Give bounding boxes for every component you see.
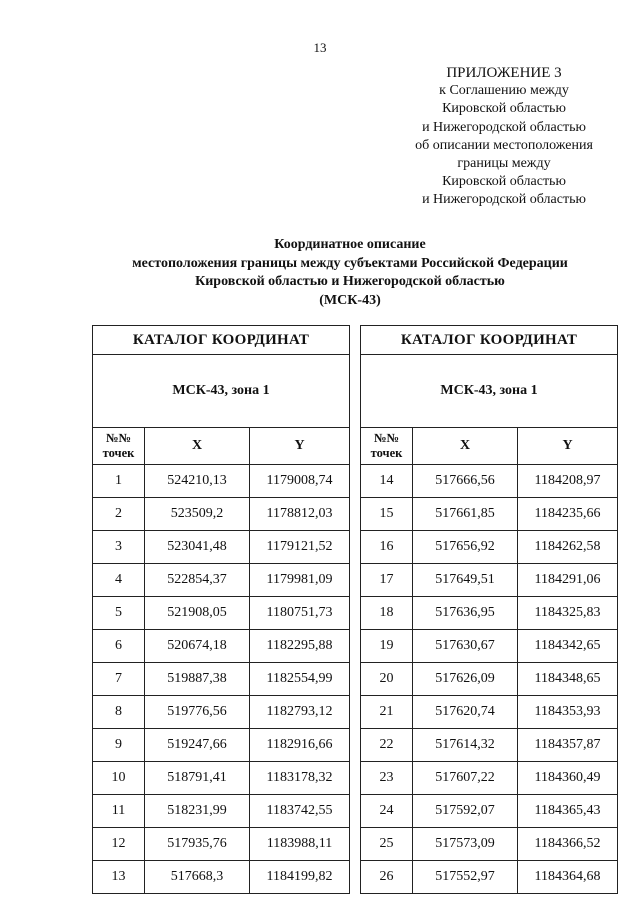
title-line: Кировской областью и Нижегородской областью [195,274,505,289]
table-row [93,696,350,729]
point-number-cell: 4 [93,564,145,597]
y-coordinate-cell: 1183742,55 [250,795,350,828]
table-row [93,597,350,630]
table-row [361,564,618,597]
y-coordinate-cell: 1184360,49 [518,762,618,795]
table-row [93,729,350,762]
y-coordinate-cell: 1184291,06 [518,564,618,597]
x-coordinate-cell: 523509,2 [145,498,250,531]
y-coordinate-cell: 1183988,11 [250,828,350,861]
table-row [361,696,618,729]
catalog-zone: МСК-43, зона 1 [93,355,350,428]
x-coordinate-cell: 517592,07 [413,795,518,828]
x-coordinate-cell: 517614,32 [413,729,518,762]
catalog-caption: КАТАЛОГ КООРДИНАТ [361,326,618,355]
y-coordinate-cell: 1184325,83 [518,597,618,630]
y-coordinate-cell: 1184262,58 [518,531,618,564]
column-header-x: X [145,428,250,465]
appendix-line: Кировской областью [442,174,566,190]
y-coordinate-cell: 1184364,68 [518,861,618,894]
column-header-y: Y [518,428,618,465]
point-number-cell: 3 [93,531,145,564]
title-line: Координатное описание [274,237,426,252]
appendix-header [388,64,620,210]
appendix-line: и Нижегородской областью [422,192,586,208]
catalog-zone: МСК-43, зона 1 [361,355,618,428]
point-number-cell: 12 [93,828,145,861]
point-number-cell: 6 [93,630,145,663]
y-coordinate-cell: 1183178,32 [250,762,350,795]
table-row [361,729,618,762]
title-line: (МСК-43) [319,292,381,308]
x-coordinate-cell: 518791,41 [145,762,250,795]
document-title [60,236,640,310]
x-coordinate-cell: 521908,05 [145,597,250,630]
point-number-cell: 18 [361,597,413,630]
y-coordinate-cell: 1178812,03 [250,498,350,531]
x-coordinate-cell: 522854,37 [145,564,250,597]
x-coordinate-cell: 519776,56 [145,696,250,729]
x-coordinate-cell: 517666,56 [413,465,518,498]
x-coordinate-cell: 517607,22 [413,762,518,795]
x-coordinate-cell: 517668,3 [145,861,250,894]
point-number-cell: 2 [93,498,145,531]
column-header-point-number: №№ точек [361,428,413,465]
table-row [93,828,350,861]
point-number-cell: 9 [93,729,145,762]
point-number-cell: 11 [93,795,145,828]
y-coordinate-cell: 1184365,43 [518,795,618,828]
x-coordinate-cell: 517630,67 [413,630,518,663]
table-row [361,630,618,663]
point-number-cell: 24 [361,795,413,828]
point-number-cell: 21 [361,696,413,729]
x-coordinate-cell: 517626,09 [413,663,518,696]
table-row [361,531,618,564]
y-coordinate-cell: 1180751,73 [250,597,350,630]
appendix-line: об описании местоположения [415,137,593,153]
table-row [361,663,618,696]
x-coordinate-cell: 517935,76 [145,828,250,861]
table-row [93,795,350,828]
point-number-cell: 14 [361,465,413,498]
y-coordinate-cell: 1184348,65 [518,663,618,696]
table-row [93,762,350,795]
x-coordinate-cell: 517636,95 [413,597,518,630]
y-coordinate-cell: 1182916,66 [250,729,350,762]
table-row [361,828,618,861]
appendix-line: и Нижегородской областью [422,119,586,135]
table-row [93,531,350,564]
appendix-line: к Соглашению между [439,83,569,99]
y-coordinate-cell: 1184366,52 [518,828,618,861]
point-number-cell: 22 [361,729,413,762]
x-coordinate-cell: 518231,99 [145,795,250,828]
point-number-cell: 17 [361,564,413,597]
table-row [93,861,350,894]
y-coordinate-cell: 1182295,88 [250,630,350,663]
y-coordinate-cell: 1184199,82 [250,861,350,894]
x-coordinate-cell: 517552,97 [413,861,518,894]
table-row [361,465,618,498]
appendix-line: Кировской областью [442,101,566,117]
appendix-line: границы между [457,156,551,172]
y-coordinate-cell: 1184357,87 [518,729,618,762]
column-header-y: Y [250,428,350,465]
y-coordinate-cell: 1184342,65 [518,630,618,663]
point-number-cell: 8 [93,696,145,729]
table-row [93,630,350,663]
page-number: 13 [313,40,327,55]
table-row [361,597,618,630]
point-number-cell: 26 [361,861,413,894]
y-coordinate-cell: 1182554,99 [250,663,350,696]
table-row [361,762,618,795]
y-coordinate-cell: 1179008,74 [250,465,350,498]
point-number-cell: 13 [93,861,145,894]
x-coordinate-cell: 517620,74 [413,696,518,729]
y-coordinate-cell: 1182793,12 [250,696,350,729]
x-coordinate-cell: 517656,92 [413,531,518,564]
y-coordinate-cell: 1179121,52 [250,531,350,564]
point-number-cell: 10 [93,762,145,795]
table-row [361,861,618,894]
point-number-cell: 7 [93,663,145,696]
point-number-cell: 15 [361,498,413,531]
y-coordinate-cell: 1179981,09 [250,564,350,597]
point-number-cell: 1 [93,465,145,498]
appendix-label: ПРИЛОЖЕНИЕ 3 [446,65,562,81]
y-coordinate-cell: 1184208,97 [518,465,618,498]
column-header-x: X [413,428,518,465]
x-coordinate-cell: 519887,38 [145,663,250,696]
y-coordinate-cell: 1184235,66 [518,498,618,531]
x-coordinate-cell: 517649,51 [413,564,518,597]
table-row [93,465,350,498]
x-coordinate-cell: 520674,18 [145,630,250,663]
x-coordinate-cell: 517573,09 [413,828,518,861]
point-number-cell: 5 [93,597,145,630]
point-number-cell: 20 [361,663,413,696]
point-number-cell: 25 [361,828,413,861]
column-header-point-number: №№ точек [93,428,145,465]
coordinate-catalog-left [92,325,350,894]
table-row [93,498,350,531]
point-number-cell: 19 [361,630,413,663]
table-row [93,663,350,696]
table-row [361,498,618,531]
x-coordinate-cell: 523041,48 [145,531,250,564]
coordinate-catalog-right [360,325,618,894]
x-coordinate-cell: 517661,85 [413,498,518,531]
x-coordinate-cell: 524210,13 [145,465,250,498]
point-number-cell: 16 [361,531,413,564]
table-row [93,564,350,597]
title-line: местоположения границы между субъектами Российской Федерации [132,255,568,271]
x-coordinate-cell: 519247,66 [145,729,250,762]
y-coordinate-cell: 1184353,93 [518,696,618,729]
point-number-cell: 23 [361,762,413,795]
table-row [361,795,618,828]
catalog-caption: КАТАЛОГ КООРДИНАТ [93,326,350,355]
